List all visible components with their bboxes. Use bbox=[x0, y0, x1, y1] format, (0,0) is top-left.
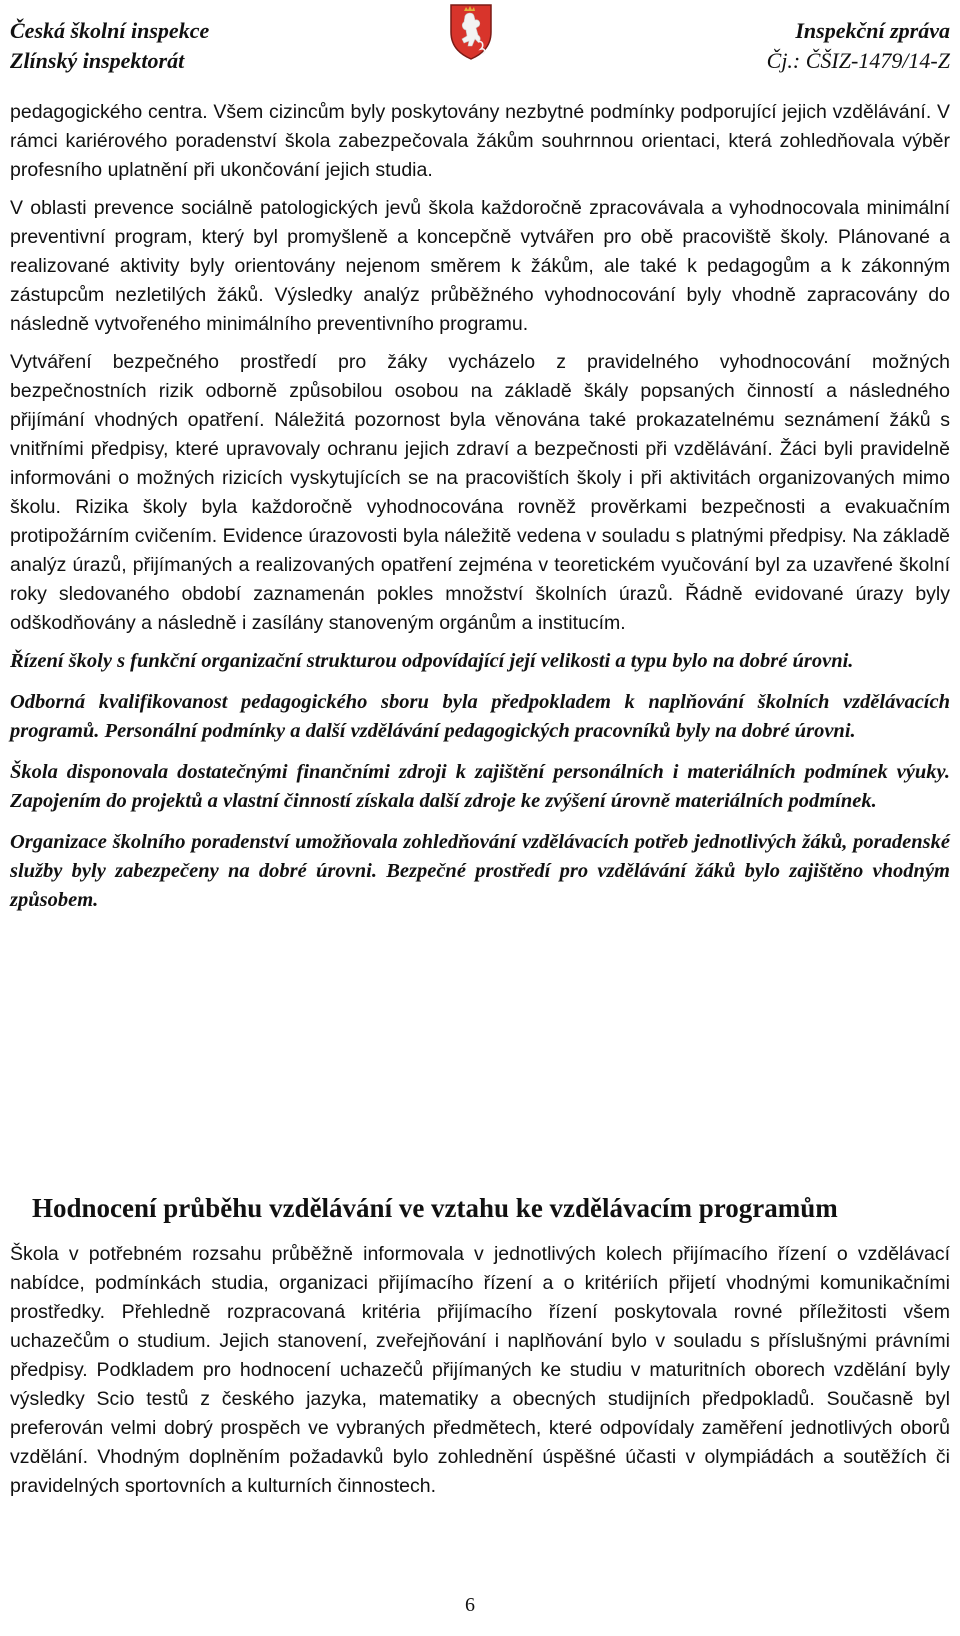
main-content bbox=[10, 98, 950, 927]
header-left bbox=[10, 16, 209, 76]
inspectorate-name: Zlínský inspektorát bbox=[10, 48, 185, 73]
paragraph: V oblasti prevence sociálně patologických jevů škola každoročně zpracovávala a vyhodnocovala minimální preventivní program, který byl promyšleně a koncepčně vytvářen pro obě pracoviště školy. Plánované a realizované aktivity byly orientovány nejenom směrem k žákům, ale také k pedagogům a k zákonným zástupcům nezletilých žáků. Výsledky analýz průběžného vyhodnocování byly vhodně zapracovány do následně vytvořeného minimálního preventivního programu. bbox=[10, 197, 950, 335]
conclusion-paragraph: Organizace školního poradenství umožňovala zohledňování vzdělávacích potřeb jednotlivých žáků, poradenské služby byly zabezpečeny na dobré úrovni. Bezpečné prostředí pro vzdělávání žáků bylo zajištěno vhodným způsobem. bbox=[10, 831, 950, 911]
coat-of-arms-icon bbox=[448, 2, 494, 60]
conclusion-paragraph: Odborná kvalifikovanost pedagogického sboru byla předpokladem k naplňování školních vzdělávacích programů. Personální podmínky a další vzdělávání pedagogických pracovníků byly na dobré úrovni. bbox=[10, 691, 950, 742]
conclusion-paragraph: Škola disponovala dostatečnými finančními zdroji k zajištění personálních i materiálních podmínek výuky. Zapojením do projektů a vlastní činností získala další zdroje ke zvýšení úrovně materiálních podmínek. bbox=[10, 761, 950, 812]
header-right bbox=[767, 16, 950, 76]
section-body bbox=[10, 1240, 950, 1501]
paragraph: Vytváření bezpečného prostředí pro žáky vycházelo z pravidelného vyhodnocování možných bezpečnostních rizik odborně způsobilou osobou na základě škály popsaných činností a následného přijímání vhodných opatření. Náležitá pozornost byla věnována také prokazatelnému seznámení žáků s vnitřními předpisy, které upravovaly ochranu jejich zdraví a bezpečnosti při vzdělávání. Žáci byli pravidelně informováni o možných rizicích vyskytujících se na pracovištích školy i při aktivitách organizovaných mimo školu. Rizika školy byla každoročně vyhodnocována rovněž prověrkami bezpečnosti a evakuačním protipožárním cvičením. Evidence úrazovosti byla náležitě vedena v souladu s platnými předpisy. Na základě analýz úrazů, přijímaných a realizovaných opatření zejména v teoretickém vyučování byl za uzavřené školní roky sledovaného období zaznamenán pokles množství školních úrazů. Řádně evidované úrazy byly odškodňovány a následně i zasílány stanoveným orgánům a institucím. bbox=[10, 351, 950, 634]
reference-number: Čj.: ČŠIZ-1479/14-Z bbox=[766, 48, 950, 73]
paragraph: Škola v potřebném rozsahu průběžně informovala v jednotlivých kolech přijímacího řízení o vzdělávací nabídce, podmínkách studia, organizaci přijímacího řízení a o kritériích přijetí vhodnými komunikačními prostředky. Přehledně rozpracovaná kritéria přijímacího řízení poskytovala rovné příležitosti všem uchazečům o studium. Jejich stanovení, zveřejňování i naplňování bylo v souladu s příslušnými právními předpisy. Podkladem pro hodnocení uchazečů přijímaných ke studiu v maturitních oborech vzdělání byly výsledky Scio testů z českého jazyka, matematiky a obecných studijních předpokladů. Současně byl preferován velmi dobrý prospěch ve vybraných předmětech, které odpovídaly zaměření jednotlivých oborů vzdělání. Vhodným doplněním požadavků bylo zohlednění úspěšné účasti v olympiádách a soutěžích či pravidelných sportovních a kulturních činnostech. bbox=[10, 1243, 950, 1497]
institution-name: Česká školní inspekce bbox=[10, 18, 210, 43]
document-type: Inspekční zpráva bbox=[795, 18, 950, 43]
page-number: 6 bbox=[465, 1594, 475, 1616]
section-heading: Hodnocení průběhu vzdělávání ve vztahu ke vzdělávacím programům bbox=[32, 1193, 838, 1223]
paragraph: pedagogického centra. Všem cizincům byly poskytovány nezbytné podmínky podporující jejich vzdělávání. V rámci kariérového poradenství škola zabezpečovala žákům souhrnnou orientaci, která zohledňovala výběr profesního uplatnění při ukončování jejich studia. bbox=[10, 101, 950, 181]
page-header bbox=[10, 16, 950, 78]
conclusion-paragraph: Řízení školy s funkční organizační strukturou odpovídající její velikosti a typu bylo na dobré úrovni. bbox=[10, 650, 854, 672]
